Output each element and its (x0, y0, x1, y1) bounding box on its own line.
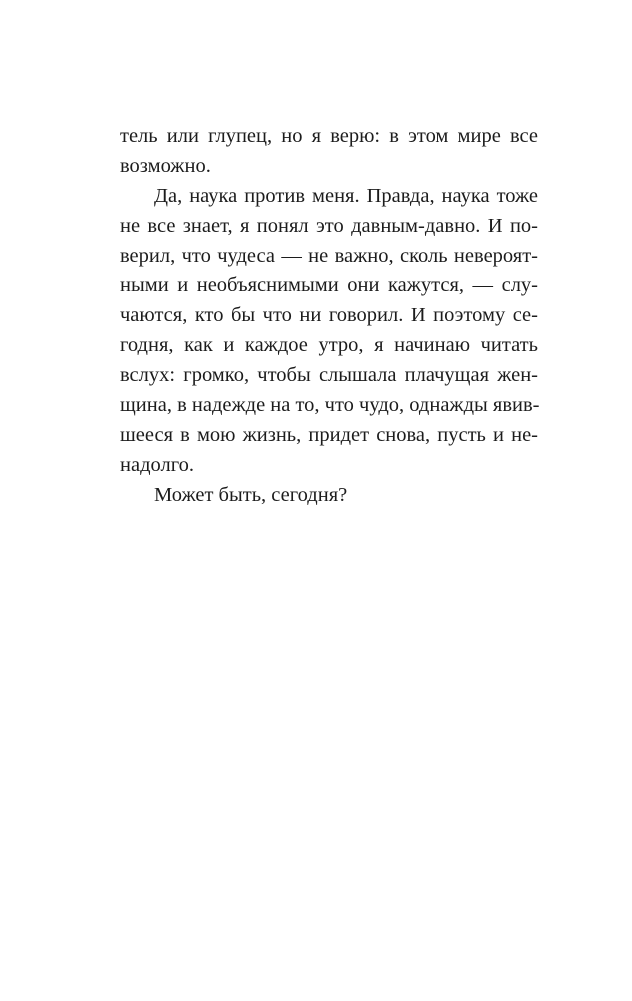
text-line: надолго. (120, 453, 194, 476)
book-page-text (120, 122, 538, 511)
text-line: тель или глупец, но я верю: в этом мире все (120, 125, 538, 147)
text-line: щина, в надежде на то, что чудо, однажды явив- (120, 394, 540, 417)
paragraph-1 (120, 122, 538, 182)
text-line: Может быть, сегодня? (154, 483, 348, 506)
text-line: верил, что чудеса — не важно, сколь невероят- (120, 244, 538, 267)
text-line: не все знает, я понял это давным-давно. И по- (120, 214, 538, 237)
paragraph-2 (120, 182, 538, 481)
text-line: ными и необъяснимыми они кажутся, — слу- (120, 274, 538, 297)
text-line: годня, как и каждое утро, я начинаю читать (120, 334, 538, 357)
text-line: вслух: громко, чтобы слышала плачущая жен- (120, 364, 538, 387)
text-line: возможно. (120, 154, 211, 177)
paragraph-3 (120, 481, 538, 511)
text-line: чаются, кто бы что ни говорил. И поэтому се- (120, 304, 538, 327)
text-line: шееся в мою жизнь, придет снова, пусть и не- (120, 423, 538, 446)
text-line: Да, наука против меня. Правда, наука тоже (154, 184, 538, 207)
